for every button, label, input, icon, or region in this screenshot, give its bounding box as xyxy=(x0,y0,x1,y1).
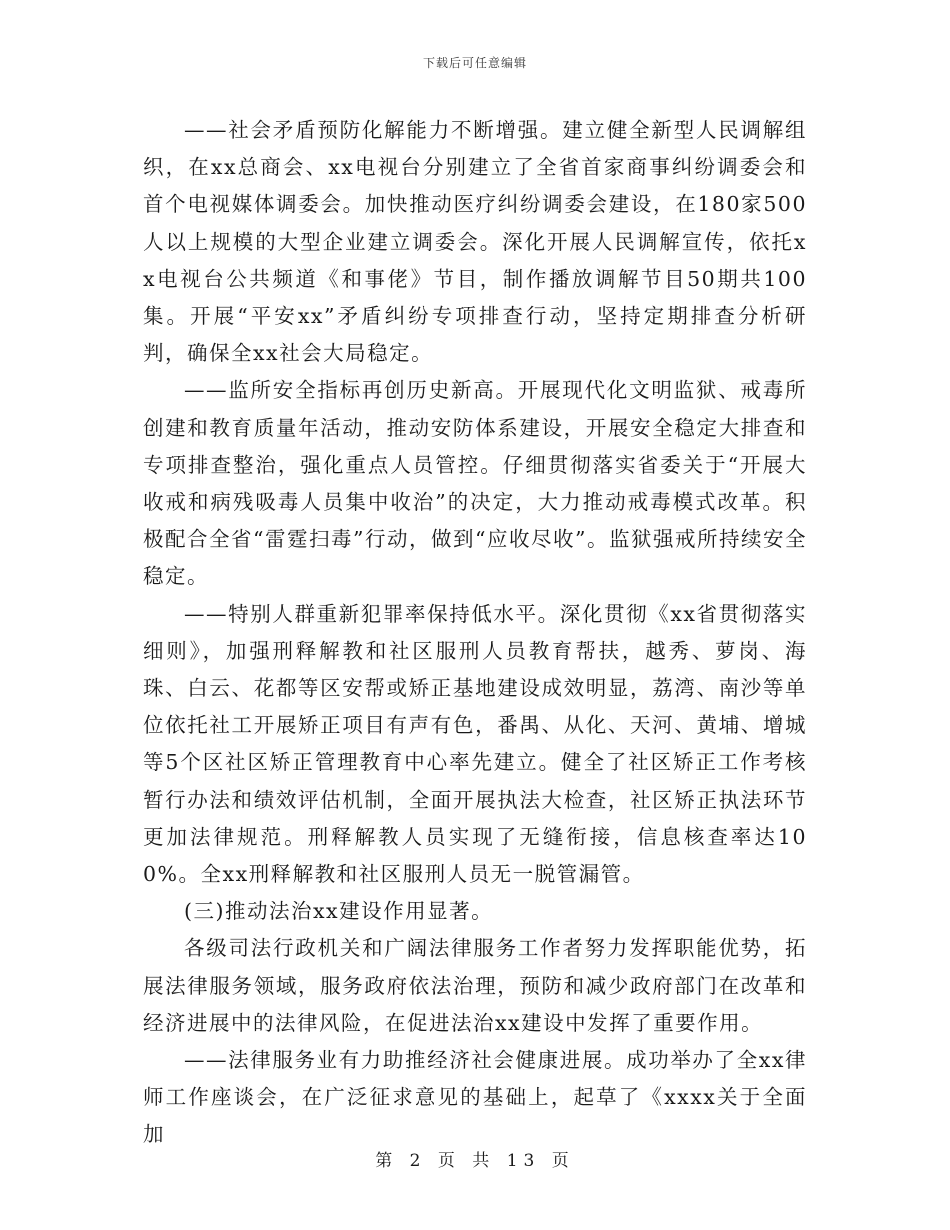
page-footer: 第 2 页 共 13 页 xyxy=(375,1151,575,1171)
paragraph-legal-services-role: 各级司法行政机关和广阔法律服务工作者努力发挥职能优势，拓展法律服务领域，服务政府依法治理，预防和减少政府部门在改革和经济进展中的法律风险，在促进法治xx建设中发挥了重要作用。 xyxy=(143,936,807,1035)
paragraph-dispute-resolution: ——社会矛盾预防化解能力不断增强。建立健全新型人民调解组织，在xx总商会、xx电视台分别建立了全省首家商事纠纷调委会和首个电视媒体调委会。加快推动医疗纠纷调委会建设，在180家500人以上规模的大型企业建立调委会。深化开展人民调解宣传，依托xx电视台公共频道《和事佬》节目，制作播放调解节目50期共100集。开展“平安xx”矛盾纠纷专项排查行动，坚持定期排查分析研判，确保全xx社会大局稳定。 xyxy=(143,118,807,366)
paragraph-legal-services-economy: ——法律服务业有力助推经济社会健康进展。成功举办了全xx律师工作座谈会，在广泛征求意见的基础上，起草了《xxxx关于全面加 xyxy=(143,1048,807,1147)
document-body xyxy=(143,112,807,1154)
header-note: 下载后可任意编辑 xyxy=(422,56,527,70)
section-heading-rule-of-law: (三)推动法治xx建设作用显著。 xyxy=(184,899,494,924)
paragraph-prison-safety: ——监所安全指标再创历史新高。开展现代化文明监狱、戒毒所创建和教育质量年活动，推动安防体系建设，开展安全稳定大排查和专项排查整治，强化重点人员管控。仔细贯彻落实省委关于“开展大收戒和病残吸毒人员集中收治”的决定，大力推动戒毒模式改革。积极配合全省“雷霆扫毒”行动，做到“应收尽收”。监狱强戒所持续安全稳定。 xyxy=(143,378,807,589)
paragraph-reoffending-rate: ——特别人群重新犯罪率保持低水平。深化贯彻《xx省贯彻落实细则》，加强刑释解教和社区服刑人员教育帮扶，越秀、萝岗、海珠、白云、花都等区安帮或矫正基地建设成效明显，荔湾、南沙等单位依托社工开展矫正项目有声有色，番禺、从化、天河、黄埔、增城等5个区社区矫正管理教育中心率先建立。健全了社区矫正工作考核暂行办法和绩效评估机制，全面开展执法大检查，社区矫正执法环节更加法律规范。刑释解教人员实现了无缝衔接，信息核查率达100%。全xx刑释解教和社区服刑人员无一脱管漏管。 xyxy=(143,601,807,887)
